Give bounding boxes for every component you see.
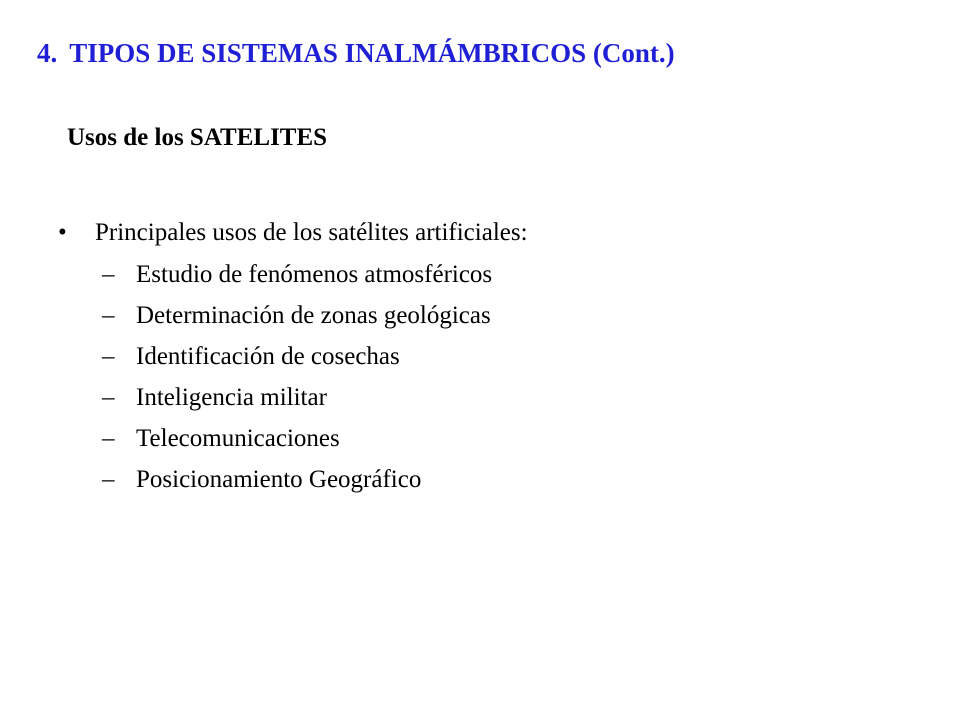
list-item-text: Posicionamiento Geográfico — [136, 466, 422, 493]
list-item — [102, 462, 492, 503]
list-item-text: Inteligencia militar — [136, 384, 327, 411]
list-item — [102, 339, 492, 380]
list-item-text: Telecomunicaciones — [136, 425, 340, 452]
dash-icon: – — [102, 343, 115, 370]
list-item — [102, 421, 492, 462]
list-item-text: Estudio de fenómenos atmosféricos — [136, 261, 493, 288]
section-number: 4. — [37, 38, 58, 68]
dash-icon: – — [102, 302, 115, 329]
uses-list — [102, 257, 492, 503]
dash-icon: – — [102, 261, 115, 288]
dash-icon: – — [102, 425, 115, 452]
list-item — [102, 257, 492, 298]
bullet-dot-icon: • — [58, 219, 67, 246]
dash-icon: – — [102, 466, 115, 493]
list-item — [102, 298, 492, 339]
section-title-text: TIPOS DE SISTEMAS INALMÁMBRICOS (Cont.) — [69, 38, 675, 68]
slide-title — [37, 34, 675, 72]
list-item-text: Determinación de zonas geológicas — [136, 302, 491, 329]
list-item — [102, 380, 492, 421]
dash-icon: – — [102, 384, 115, 411]
main-bullet-text: Principales usos de los satélites artificiales: — [95, 219, 528, 246]
main-bullet — [58, 215, 528, 251]
slide-subtitle: Usos de los SATELITES — [67, 124, 328, 151]
list-item-text: Identificación de cosechas — [136, 343, 400, 370]
